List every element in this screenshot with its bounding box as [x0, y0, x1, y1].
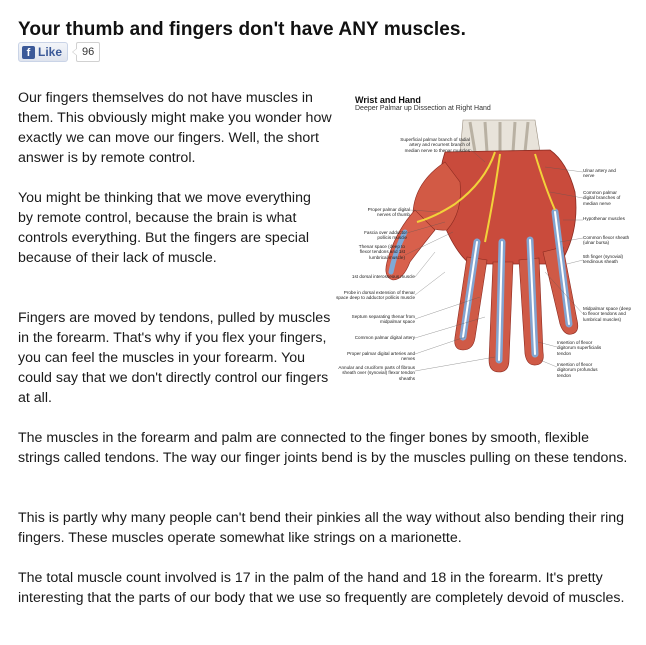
label-probe: Probe in dorsal extension of thenar space deep to adductor pollicis muscle — [336, 290, 415, 301]
label-insertion-profundus: Insertion of flexor digitorum profundus tendon — [557, 362, 598, 378]
label-common-palmar-digital: Common palmar digital branches of median nerve — [583, 190, 621, 206]
paragraph-6: The total muscle count involved is 17 in the palm of the hand and 18 in the forearm. It's pretty interesting that the parts of our body that we use so frequently are completely devoid of muscles. — [18, 570, 625, 606]
label-proper-palmar-thumb: Proper palmar digital nerves of thumb — [367, 207, 410, 218]
like-count: 96 — [76, 42, 100, 62]
paragraph-2: You might be thinking that we move everything by remote control, because the brain is what controls everything. But the fingers are special because of their lack of muscle. — [18, 190, 311, 266]
like-label: Like — [38, 45, 63, 59]
figure-title: Wrist and Hand — [355, 95, 421, 105]
label-ulnar-artery: Ulnar artery and nerve — [583, 168, 616, 179]
label-proper-palmar-arteries: Proper palmar digital arteries and nerves — [347, 351, 415, 362]
page-title: Your thumb and fingers don't have ANY muscles. — [18, 19, 466, 40]
like-button[interactable] — [18, 42, 68, 62]
paragraph-4: The muscles in the forearm and palm are connected to the finger bones by smooth, flexible strings called tendons. The way our finger joints bend is by the muscles pulling on these tendons. — [18, 430, 628, 466]
paragraph-1: Our fingers themselves do not have muscles in them. This obviously might make you wonder how exactly we can move our fingers. Well, the short answer is by remote control. — [18, 90, 332, 166]
label-first-dorsal: 1st dorsal interosseous muscle — [351, 274, 415, 279]
label-fifth-finger: 5th finger (synovial) tendinous sheath — [583, 254, 624, 265]
label-annular: Annular and cruciform parts of fibrous sheath over (synovial) flexor tendon sheaths — [338, 365, 415, 381]
hand-anatomy-figure — [335, 92, 635, 382]
facebook-icon: f — [22, 46, 35, 59]
label-septum: Septum separating thenar from midpalmar space — [351, 314, 415, 325]
label-thenar-space: Thenar space (deep to flexor tendons and 1st lumbrical muscle) — [358, 244, 405, 260]
label-hypothenar: Hypothenar muscles — [583, 216, 625, 221]
label-midpalmar-space: Midpalmar space (deep to flexor tendons and lumbrical muscles) — [583, 306, 632, 322]
paragraph-5: This is partly why many people can't bend their pinkies all the way without also bending their ring fingers. These muscles operate somewhat like strings on a marionette. — [18, 510, 625, 546]
label-superficial-palmar: Superficial palmar branch of radial artery and recurrent branch of median nerve to thenar muscles — [400, 137, 470, 153]
label-common-palmar-artery: Common palmar digital artery — [354, 335, 415, 340]
label-fascia-adductor: Fascia over adductor pollicis muscle — [364, 230, 407, 241]
label-insertion-superficialis: Insertion of flexor digitorum superficialis tendon — [557, 340, 602, 356]
figure-subtitle: Deeper Palmar up Dissection at Right Hand — [355, 105, 491, 112]
paragraph-3: Fingers are moved by tendons, pulled by muscles in the forearm. That's why if you flex your fingers, you can feel the muscles in your forearm. You could say that we don't directly control our fingers at all. — [18, 310, 331, 406]
label-common-flexor-sheath: Common flexor sheath (ulnar bursa) — [583, 235, 630, 246]
like-widget — [18, 42, 100, 62]
